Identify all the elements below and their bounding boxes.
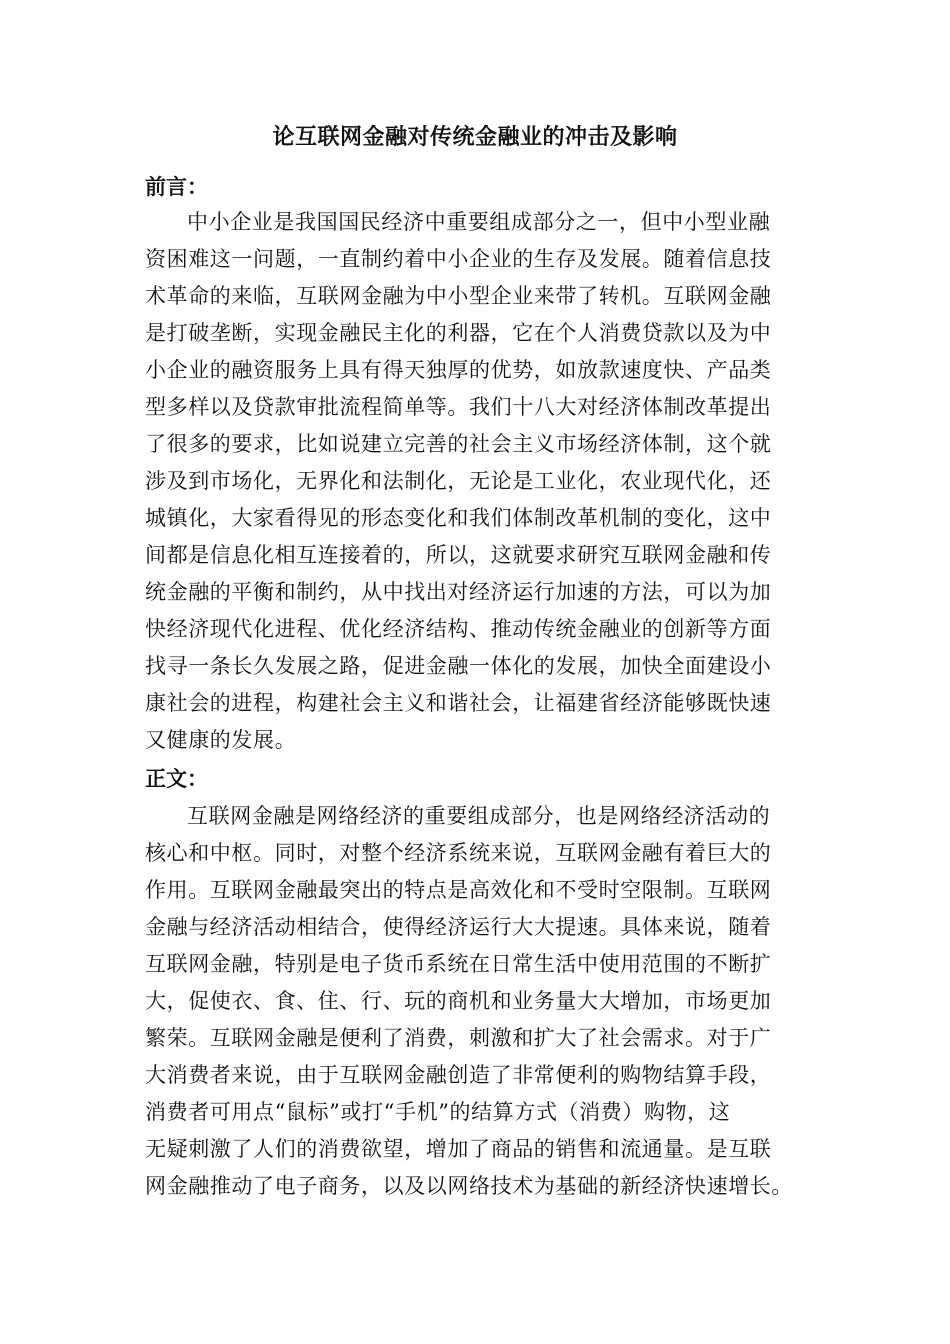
paragraph-line: 互联网金融是网络经济的重要组成部分，也是网络经济活动的	[187, 804, 771, 828]
paragraph-line: 资困难这一问题，一直制约着中小企业的生存及发展。随着信息技	[145, 247, 772, 271]
paragraph-line: 大消费者来说，由于互联网金融创造了非常便利的购物结算手段，	[145, 1063, 772, 1087]
paragraph-line: 互联网金融，特别是电子货币系统在日常生活中使用范围的不断扩	[145, 952, 772, 976]
paragraph-line: 康社会的进程，构建社会主义和谐社会，让福建省经济能够既快速	[145, 691, 772, 715]
paragraph-line: 型多样以及贷款审批流程简单等。我们十八大对经济体制改革提出	[145, 395, 772, 419]
paragraph-line: 金融与经济活动相结合，使得经济运行大大提速。具体来说，随着	[145, 915, 772, 939]
paragraph-main	[145, 798, 825, 1205]
section-heading-preface: 前言：	[145, 174, 208, 199]
paragraph-line: 间都是信息化相互连接着的，所以，这就要求研究互联网金融和传	[145, 543, 772, 567]
paragraph-line: 涉及到市场化，无界化和法制化，无论是工业化，农业现代化，还	[145, 469, 772, 493]
paragraph-line: 小企业的融资服务上具有得天独厚的优势，如放款速度快、产品类	[145, 358, 772, 382]
paragraph-preface	[145, 204, 825, 759]
paragraph-line: 又健康的发展。	[145, 728, 297, 752]
document-title: 论互联网金融对传统金融业的冲击及影响	[272, 124, 678, 150]
paragraph-line: 核心和中枢。同时，对整个经济系统来说，互联网金融有着巨大的	[145, 841, 772, 865]
paragraph-line: 了很多的要求，比如说建立完善的社会主义市场经济体制，这个就	[145, 432, 772, 456]
paragraph-line: 网金融推动了电子商务，以及以网络技术为基础的新经济快速增长。	[145, 1174, 793, 1198]
paragraph-line: 中小企业是我国国民经济中重要组成部分之一，但中小型业融	[187, 210, 771, 234]
paragraph-line: 消费者可用点“鼠标”或打“手机”的结算方式（消费）购物，这	[145, 1100, 731, 1124]
paragraph-line: 快经济现代化进程、优化经济结构、推动传统金融业的创新等方面	[145, 617, 772, 641]
paragraph-line: 大，促使衣、食、住、行、玩的商机和业务量大大增加，市场更加	[145, 989, 772, 1013]
paragraph-line: 找寻一条长久发展之路，促进金融一体化的发展，加快全面建设小	[145, 654, 772, 678]
paragraph-line: 是打破垄断，实现金融民主化的利器，它在个人消费贷款以及为中	[145, 321, 772, 345]
paragraph-line: 无疑刺激了人们的消费欲望，增加了商品的销售和流通量。是互联	[145, 1137, 772, 1161]
paragraph-line: 繁荣。互联网金融是便利了消费，刺激和扩大了社会需求。对于广	[145, 1026, 772, 1050]
paragraph-line: 统金融的平衡和制约，从中找出对经济运行加速的方法，可以为加	[145, 580, 772, 604]
paragraph-line: 城镇化，大家看得见的形态变化和我们体制改革机制的变化，这中	[145, 506, 772, 530]
paragraph-line: 术革命的来临，互联网金融为中小型企业来带了转机。互联网金融	[145, 284, 772, 308]
paragraph-line: 作用。互联网金融最突出的特点是高效化和不受时空限制。互联网	[145, 878, 772, 902]
section-heading-main: 正文：	[145, 766, 208, 791]
